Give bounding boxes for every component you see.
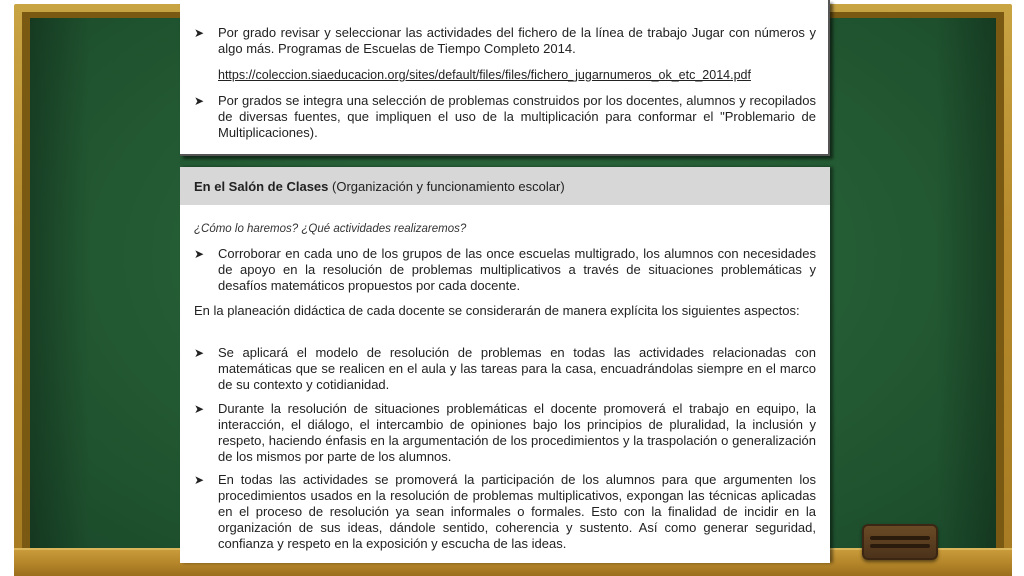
- body-paragraph: En la planeación didáctica de cada docente se considerarán de manera explícita los siguientes aspectos:: [194, 303, 800, 318]
- document-panel-main: [180, 167, 830, 563]
- list-item: [194, 246, 816, 294]
- chalkboard-right-shade: [936, 18, 996, 548]
- list-item: [194, 25, 816, 57]
- bullet-arrow-icon: ➤: [194, 26, 205, 40]
- list-item: [194, 401, 816, 465]
- eraser-icon: [862, 524, 938, 560]
- section-subtitle: (Organización y funcionamiento escolar): [328, 179, 565, 194]
- list-item: [194, 472, 816, 552]
- document-panel-top: [180, 0, 830, 156]
- section-header: [180, 167, 830, 205]
- list-item-text: Se aplicará el modelo de resolución de problemas en todas las actividades relacionadas con matemáticas que se realicen en el aula y las tareas para la casa, encuadrándolas siempre en el marco de su contexto y cotidianidad.: [218, 345, 816, 392]
- list-item: [194, 93, 816, 141]
- list-item-text: Corroborar en cada uno de los grupos de las once escuelas multigrado, los alumnos con necesidades de apoyo en la resolución de problemas multiplicativos a través de situaciones problemáticas y desafíos matemáticos propuestos por cada docente.: [218, 246, 816, 293]
- bullet-arrow-icon: ➤: [194, 94, 205, 108]
- list-item-text: En todas las actividades se promoverá la participación de los alumnos para que argumenten los procedimientos usados en la resolución de problemas multiplicativos, expongan las técnicas aplicadas en el proceso de resolución ya sean informales o formales. Esto con la finalidad de incidir en la organización de sus ideas, dándole sentido, coherencia y sustento. Así como generar seguridad, confianza y respeto en la exposición y escucha de las ideas.: [218, 472, 816, 551]
- fichero-link[interactable]: https://coleccion.siaeducacion.org/sites/default/files/files/fichero_jugarnumeros_ok_etc_2014.pdf: [218, 68, 751, 82]
- chalkboard-left-shade: [30, 18, 90, 548]
- bullet-arrow-icon: ➤: [194, 402, 205, 416]
- list-item-text: Durante la resolución de situaciones problemáticas el docente promoverá el trabajo en equipo, la interacción, el diálogo, el intercambio de opiniones bajo los principios de pluralidad, la inclusión y respeto, haciendo énfasis en la argumentación de los procedimientos y la traspolación o generalización de los mismos por parte de los alumnos.: [218, 401, 816, 464]
- bullet-arrow-icon: ➤: [194, 473, 205, 487]
- bullet-arrow-icon: ➤: [194, 346, 205, 360]
- list-item-text: Por grado revisar y seleccionar las actividades del fichero de la línea de trabajo Jugar con números y algo más. Programas de Escuelas de Tiempo Completo 2014.: [218, 25, 816, 56]
- section-title: En el Salón de Clases: [194, 179, 329, 194]
- list-item-text: Por grados se integra una selección de problemas construidos por los docentes, alumnos y recopilados de diversas fuentes, que impliquen el uso de la multiplicación para conformar el "Problemario de Multiplicaciones).: [218, 93, 816, 140]
- list-item: [194, 345, 816, 393]
- bullet-arrow-icon: ➤: [194, 247, 205, 261]
- section-question: ¿Cómo lo haremos? ¿Qué actividades realizaremos?: [194, 223, 467, 235]
